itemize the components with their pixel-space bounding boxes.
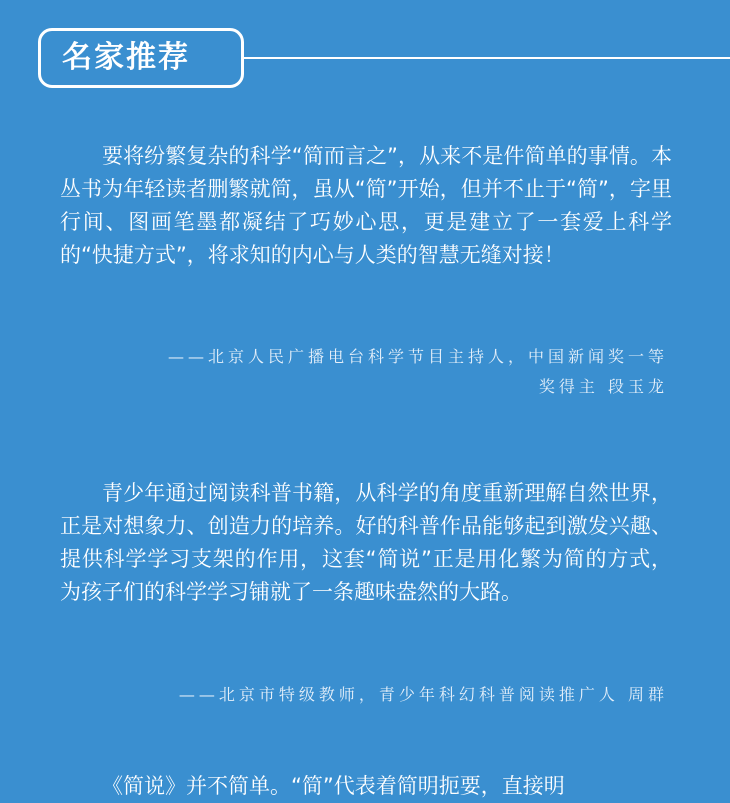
recommendation-text-1: 要将纷繁复杂的科学“简而言之”，从来不是件简单的事情。本丛书为年轻读者删繁就简，虽从“简”开始，但并不止于“简”，字里行间、图画笔墨都凝结了巧妙心思，更是建立了一套爱上科学的“快捷方式”，将求知的内心与人类的智慧无缝对接！ xyxy=(60,144,672,267)
recommendation-text-2: 青少年通过阅读科普书籍，从科学的角度重新理解自然世界， 正是对想象力、创造力的培养。好的科普作品能够起到激发兴趣、提供科学学习支架的作用，这套“简说”正是用化繁为简的方式， 为孩子们的科学学习铺就了一条趣味盎然的大路。 xyxy=(60,481,672,604)
header-divider xyxy=(244,57,730,59)
attribution-1-line-2: 奖得主 段玉龙 xyxy=(538,377,668,396)
recommendation-attribution-2 xyxy=(48,680,668,710)
recommendation-attribution-1 xyxy=(48,342,668,402)
attribution-1-line-1: ——北京人民广播电台科学节目主持人，中国新闻奖一等 xyxy=(167,347,668,366)
attribution-2-line-1: ——北京市特级教师，青少年科幻科普阅读推广人 周群 xyxy=(178,685,668,704)
section-title: 名家推荐 xyxy=(62,40,190,75)
recommendation-text-3: 《简说》并不简单。“简”代表着简明扼要，直接明 xyxy=(102,774,565,798)
